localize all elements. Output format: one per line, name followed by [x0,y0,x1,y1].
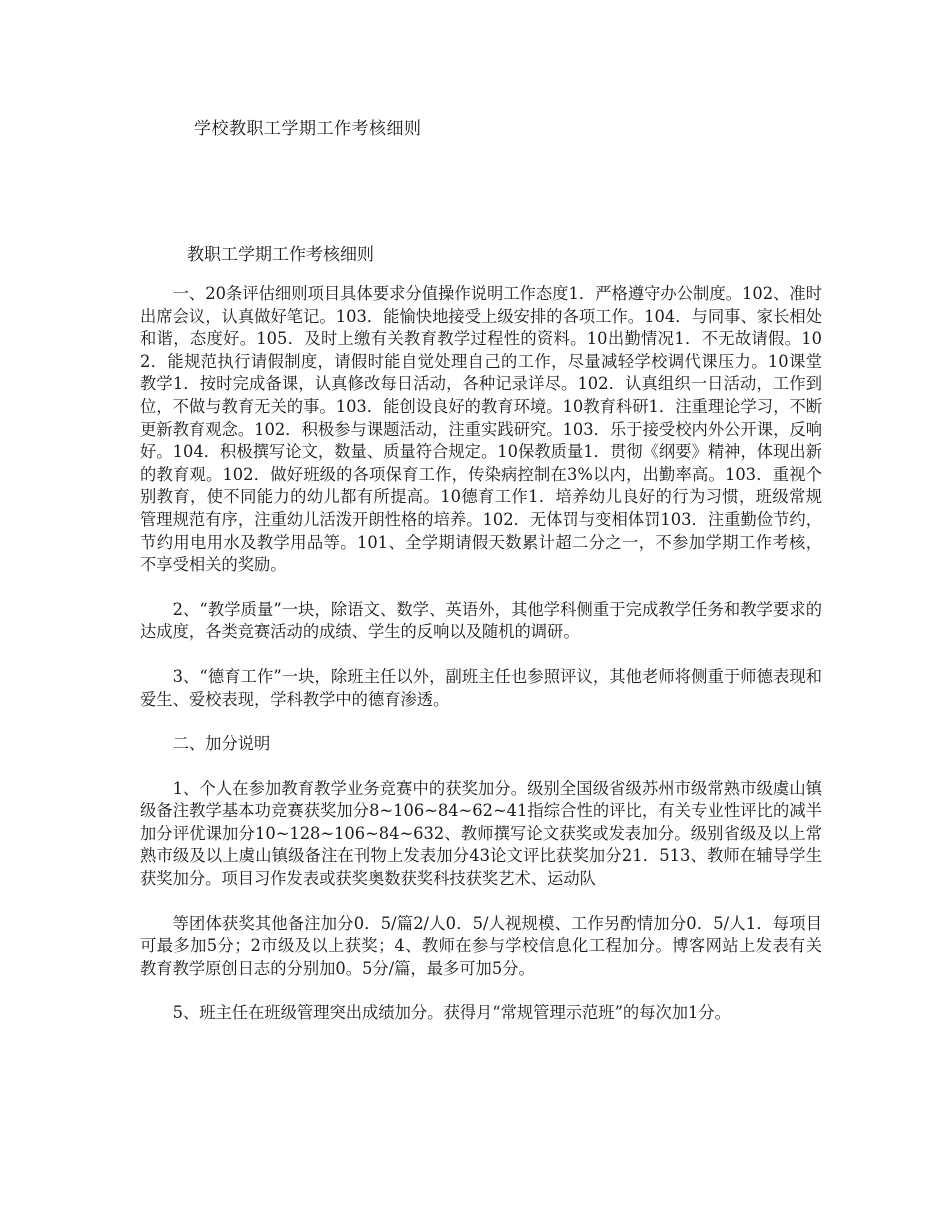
paragraph-competition-bonus: 1、个人在参加教育教学业务竞赛中的获奖加分。级别全国级省级苏州市级常熟市级虞山镇级备注教学基本功竞赛获奖加分8~106~84~62~41指综合性的评比，有关专业性评比的减半加分评优课加分10~128~106~84~632、教师撰写论文获奖或发表加分。级别省级及以上常熟市级及以上虞山镇级备注在刊物上发表加分43论文评比获奖加分21．513、教师在辅导学生获奖加分。项目习作发表或获奖奥数获奖科技获奖艺术、运动队 [140,778,822,889]
paragraph-team-award-bonus: 等团体获奖其他备注加分0．5/篇2/人0．5/人视规模、工作另酌情加分0．5/人1．每项目可最多加5分；2市级及以上获奖；4、教师在参与学校信息化工程加分。博客网站上发表有关教育教学原创日志的分别加0。5分/篇，最多可加5分。 [140,913,822,978]
section-heading-bonus: 二、加分说明 [172,734,271,754]
document-title: 学校教职工学期工作考核细则 [194,119,422,139]
paragraph-moral-education: 3、“德育工作”一块，除班主任以外，副班主任也参照评议，其他老师将侧重于师德表现和爱生、爱校表现，学科教学中的德育渗透。 [140,666,822,709]
document-body [140,283,822,1047]
paragraph-evaluation-rules: 一、20条评估细则项目具体要求分值操作说明工作态度1．严格遵守办公制度。102、准时出席会议，认真做好笔记。103．能愉快地接受上级安排的各项工作。104．与同事、家长相处和谐，态度好。105．及时上缴有关教育教学过程性的资料。10出勤情况1．不无故请假。102．能规范执行请假制度，请假时能自觉处理自己的工作，尽量减轻学校调代课压力。10课堂教学1．按时完成备课，认真修改每日活动，各种记录详尽。102．认真组织一日活动，工作到位，不做与教育无关的事。103．能创设良好的教育环境。10教育科研1．注重理论学习，不断更新教育观念。102．积极参与课题活动，注重实践研究。103．乐于接受校内外公开课，反响好。104．积极撰写论文，数量、质量符合规定。10保教质量1．贯彻《纲要》精神，体现出新的教育观。102．做好班级的各项保育工作，传染病控制在3%以内，出勤率高。103．重视个别教育，使不同能力的幼儿都有所提高。10德育工作1．培养幼儿良好的行为习惯，班级常规管理规范有序，注重幼儿活泼开朗性格的培养。102．无体罚与变相体罚103．注重勤俭节约，节约用电用水及教学用品等。101、全学期请假天数累计超二分之一，不参加学期工作考核，不享受相关的奖励。 [140,284,822,575]
paragraph-teaching-quality: 2、“教学质量”一块，除语文、数学、英语外，其他学科侧重于完成教学任务和教学要求的达成度，各类竞赛活动的成绩、学生的反响以及随机的调研。 [140,599,822,642]
paragraph-class-management-bonus: 5、班主任在班级管理突出成绩加分。获得月“常规管理示范班”的每次加1分。 [172,1003,731,1023]
document-subtitle: 教职工学期工作考核细则 [187,245,374,265]
